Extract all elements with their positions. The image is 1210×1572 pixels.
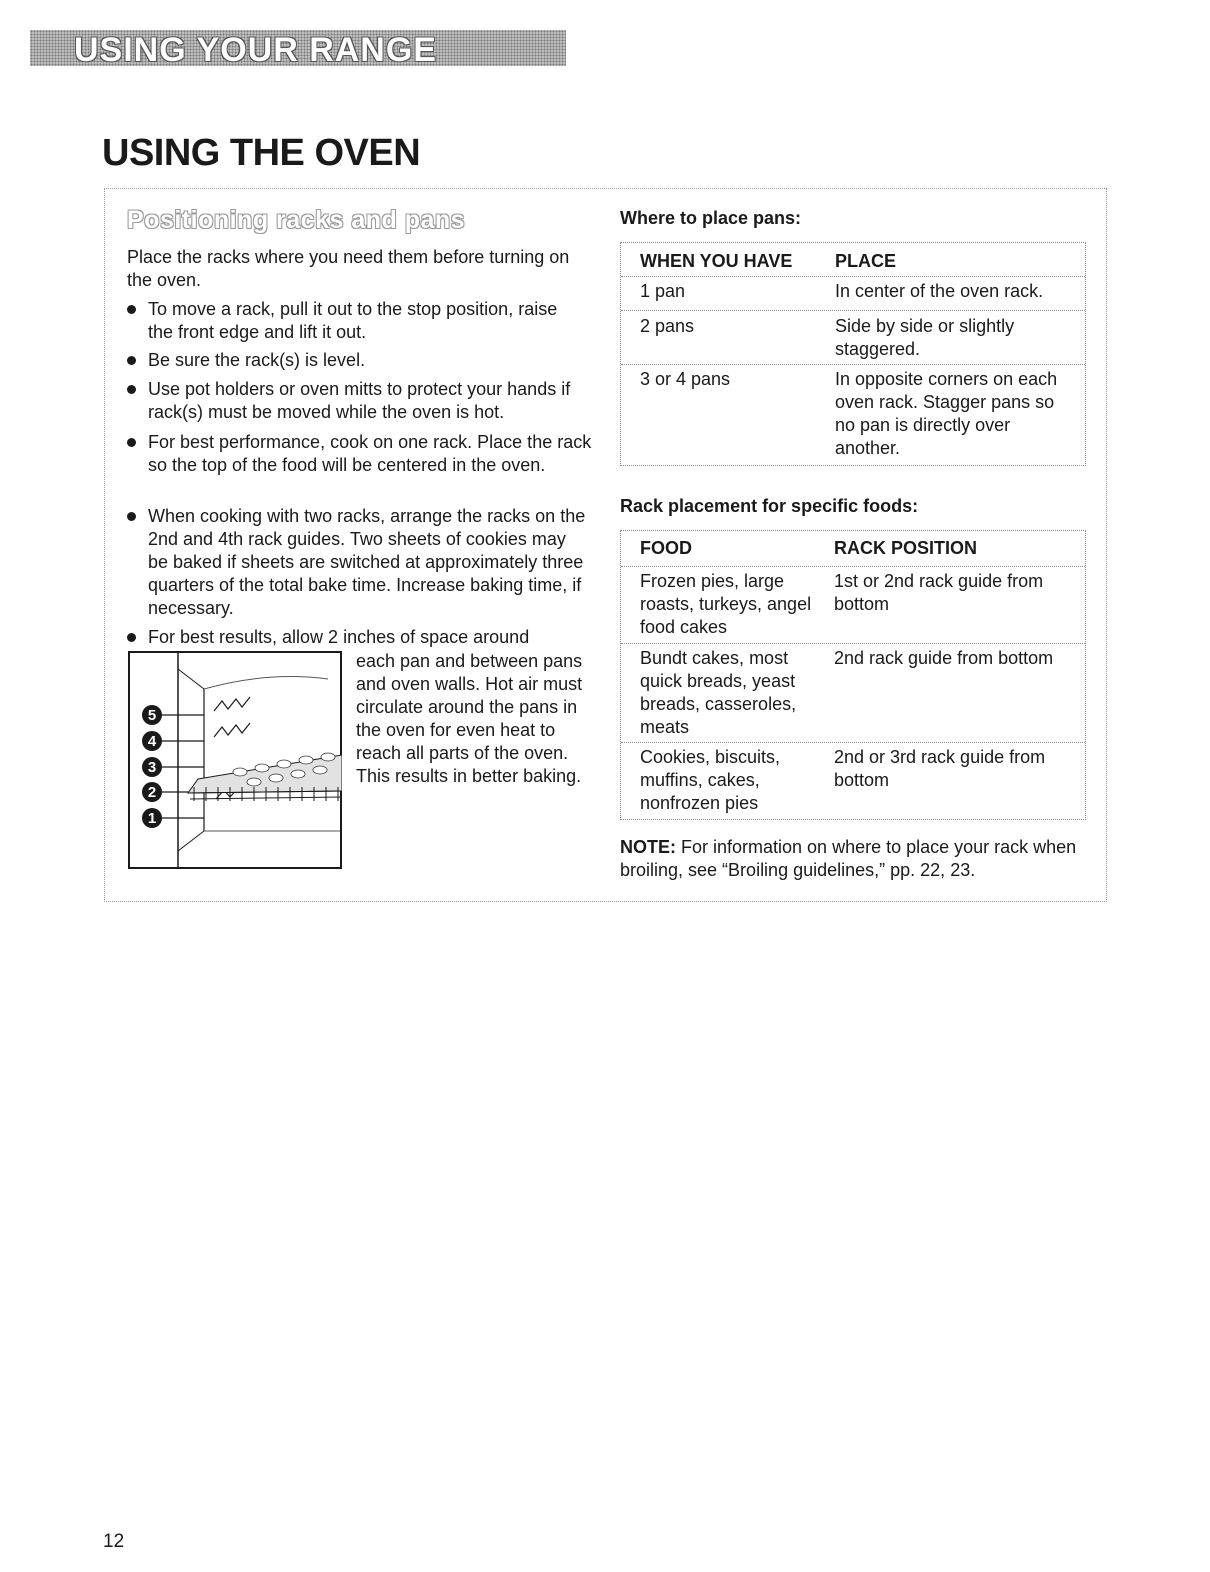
table-row [621,311,1085,365]
table-row [621,365,1085,465]
table-cell: 1st or 2nd rack guide from bottom [834,571,1044,614]
bullet-item: Use pot holders or oven mitts to protect your hands if rack(s) must be moved while the oven is hot. [127,378,602,424]
column-header: WHEN YOU HAVE [640,251,793,271]
rack-position-label [142,782,162,802]
table-cell: 1 pan [640,281,686,301]
table-row [621,567,1085,644]
intro-paragraph: Place the racks where you need them before turning on the oven. [127,247,570,290]
table-cell: Side by side or slightly staggered. [835,316,1015,359]
foods-table-heading: Rack placement for specific foods: [620,496,919,516]
bullet-dot [127,385,136,394]
column-header: RACK POSITION [834,538,978,558]
section-heading: Positioning racks and pans [127,206,466,234]
note-paragraph [620,836,1090,882]
bullet-dot [127,356,136,365]
table-row [621,644,1085,743]
page-number: 12 [103,1531,125,1552]
table-cell: Frozen pies, large roasts, turkeys, angel food cakes [640,571,812,637]
bullet-dot [127,305,136,314]
table-cell: Bundt cakes, most quick breads, yeast breads, casseroles, meats [640,648,797,737]
column-header: PLACE [835,251,897,271]
bullet-continuation: each pan and between pans and oven walls. Hot air must circulate around the pans in the oven for even heat to reach all parts of the oven. This results in better baking. [356,651,583,786]
pans-table [620,242,1086,466]
table-cell: Cookies, biscuits, muffins, cakes, nonfrozen pies [640,747,781,813]
table-cell: 2 pans [640,316,695,336]
rack-position-label [142,808,162,828]
oven-rack-diagram [128,651,342,869]
bullet-dot [127,438,136,447]
rack-position-label [142,705,162,725]
rack-position-label [142,757,162,777]
page-title: USING THE OVEN [102,132,421,174]
note-text: For information on where to place your rack when broiling, see “Broiling guidelines,” pp. 22, 23. [620,837,1077,880]
table-row [621,277,1085,311]
bullet-item: For best results, allow 2 inches of space around [127,626,587,649]
svg-text:5: 5 [147,707,157,724]
rack-position-label [142,731,162,751]
table-row [621,743,1085,819]
table-cell: 2nd rack guide from bottom [834,648,1054,668]
table-header-row [621,243,1085,277]
table-header-row [621,531,1085,567]
table-cell: In opposite corners on each oven rack. Stagger pans so no pan is directly over another. [835,369,1058,458]
bullet-item: When cooking with two racks, arrange the racks on the 2nd and 4th rack guides. Two sheets of cookies may be baked if sheets are switched at approximately three quarters of the total bake time. Increase baking time, if necessary. [127,505,587,620]
bullet-dot [127,633,136,642]
bullet-dot [127,512,136,521]
bullet-item: For best performance, cook on one rack. Place the rack so the top of the food will be centered in the oven. [127,431,602,477]
column-header: FOOD [640,538,692,558]
svg-text:2: 2 [147,784,157,801]
table-cell: In center of the oven rack. [835,281,1044,301]
pans-table-heading: Where to place pans: [620,208,802,228]
svg-text:4: 4 [147,733,157,750]
svg-text:3: 3 [147,759,157,776]
svg-text:1: 1 [147,810,157,827]
note-label: NOTE: [620,837,676,857]
section-banner-text: USING YOUR RANGE [74,31,437,69]
bullet-item: To move a rack, pull it out to the stop position, raise the front edge and lift it out. [127,298,587,344]
table-cell: 3 or 4 pans [640,369,731,389]
foods-table [620,530,1086,820]
table-cell: 2nd or 3rd rack guide from bottom [834,747,1046,790]
bullet-item: Be sure the rack(s) is level. [127,349,587,372]
section-banner [30,30,566,69]
